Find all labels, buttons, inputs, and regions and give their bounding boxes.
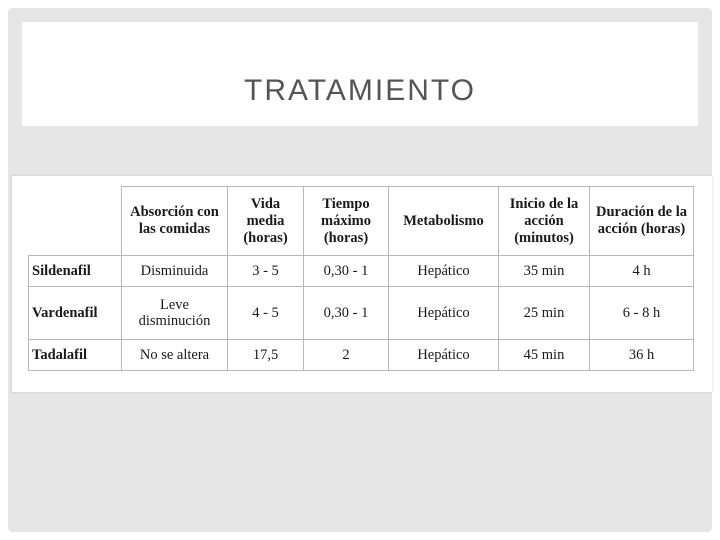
cell-metabolismo: Hepático [389, 340, 499, 371]
cell-absorcion: No se altera [122, 340, 228, 371]
cell-absorcion: Disminuida [122, 256, 228, 287]
table-header-row [29, 187, 694, 256]
cell-duracion-accion: 36 h [590, 340, 694, 371]
cell-tiempo-maximo: 2 [304, 340, 389, 371]
drug-name: Vardenafil [29, 287, 122, 340]
cell-inicio-accion: 45 min [499, 340, 590, 371]
cell-vida-media: 4 - 5 [228, 287, 304, 340]
cell-duracion-accion: 6 - 8 h [590, 287, 694, 340]
cell-inicio-accion: 35 min [499, 256, 590, 287]
header-corner [29, 187, 122, 256]
header-metabolismo: Metabolismo [389, 187, 499, 256]
cell-duracion-accion: 4 h [590, 256, 694, 287]
cell-metabolismo: Hepático [389, 287, 499, 340]
cell-tiempo-maximo: 0,30 - 1 [304, 287, 389, 340]
header-vida-media: Vida media (horas) [228, 187, 304, 256]
header-absorcion: Absorción con las comidas [122, 187, 228, 256]
cell-vida-media: 17,5 [228, 340, 304, 371]
header-duracion-accion: Duración de la acción (horas) [590, 187, 694, 256]
cell-vida-media: 3 - 5 [228, 256, 304, 287]
header-inicio-accion: Inicio de la acción (minutos) [499, 187, 590, 256]
table-row [29, 340, 694, 371]
slide-title: TRATAMIENTO [244, 74, 476, 107]
cell-tiempo-maximo: 0,30 - 1 [304, 256, 389, 287]
header-tiempo-maximo: Tiempo máximo (horas) [304, 187, 389, 256]
cell-inicio-accion: 25 min [499, 287, 590, 340]
cell-metabolismo: Hepático [389, 256, 499, 287]
table-row [29, 256, 694, 287]
comparison-table [28, 186, 694, 371]
title-box [22, 22, 698, 126]
comparison-table-panel [12, 176, 712, 392]
drug-name: Sildenafil [29, 256, 122, 287]
table-row [29, 287, 694, 340]
drug-name: Tadalafil [29, 340, 122, 371]
cell-absorcion: Leve disminución [122, 287, 228, 340]
